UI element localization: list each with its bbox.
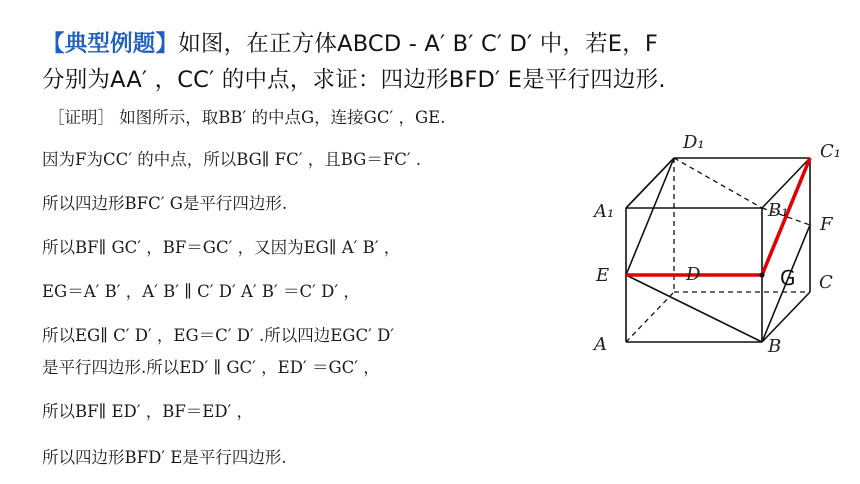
cube-figure xyxy=(588,120,858,360)
proof-line-9: 所以四边形BFD′ E是平行四边形. xyxy=(42,448,287,467)
proof-line-8: 所以BF∥ ED′ ，BF＝ED′ ， xyxy=(42,402,254,421)
segment-D1B1 xyxy=(674,158,762,208)
edge-AD xyxy=(626,292,674,342)
proof-line-1: ［证明］ 如图所示，取BB′ 的中点G，连接GC′ ，GE. xyxy=(48,108,446,127)
proof-line-3: 所以四边形BFC′ G是平行四边形. xyxy=(42,194,288,213)
edge-BC xyxy=(762,292,810,342)
problem-text-1: 如图，在正方体ABCD - A′ B′ C′ D′ 中，若E，F xyxy=(178,31,659,57)
problem-statement xyxy=(42,26,842,98)
point-G xyxy=(759,272,764,277)
label-A: A xyxy=(594,334,607,355)
proof-line-7: 是平行四边形.所以ED′ ∥ GC′ ，ED′ ＝GC′ ， xyxy=(42,358,380,377)
label-D: D xyxy=(686,264,701,285)
proof-line-4: 所以BF∥ GC′ ，BF＝GC′ ，又因为EG∥ A′ B′ ， xyxy=(42,238,401,257)
proof-line-6: 所以EG∥ C′ D′ ，EG＝C′ D′ .所以四边EGC′ D′ xyxy=(42,326,395,345)
label-B: B xyxy=(768,336,782,357)
label-G: G xyxy=(780,266,796,290)
cube-solid-edges xyxy=(626,158,810,342)
cube-diagram xyxy=(588,120,858,360)
example-tag: 【典型例题】 xyxy=(42,31,179,57)
segment-EB xyxy=(626,275,762,342)
problem-line-1 xyxy=(42,26,842,62)
label-D1: D₁ xyxy=(683,132,705,153)
label-B1: B₁ xyxy=(768,200,789,221)
proof-line-5: EG＝A′ B′ ，A′ B′ ∥ C′ D′ A′ B′ ＝C′ D′ ， xyxy=(42,282,360,301)
label-F: F xyxy=(820,214,833,235)
proof-line-2: 因为F为CC′ 的中点，所以BG∥ FC′ ，且BG＝FC′ . xyxy=(42,150,422,169)
edge-A1D1-dup xyxy=(626,158,674,208)
label-E: E xyxy=(596,265,610,286)
label-C: C xyxy=(819,272,833,293)
problem-line-2: 分别为AA′ ，CC′ 的中点，求证：四边形BFD′ E是平行四边形. xyxy=(42,67,666,93)
label-A1: A₁ xyxy=(594,201,615,222)
segment-ED1 xyxy=(626,158,674,275)
label-C1: C₁ xyxy=(820,141,841,162)
